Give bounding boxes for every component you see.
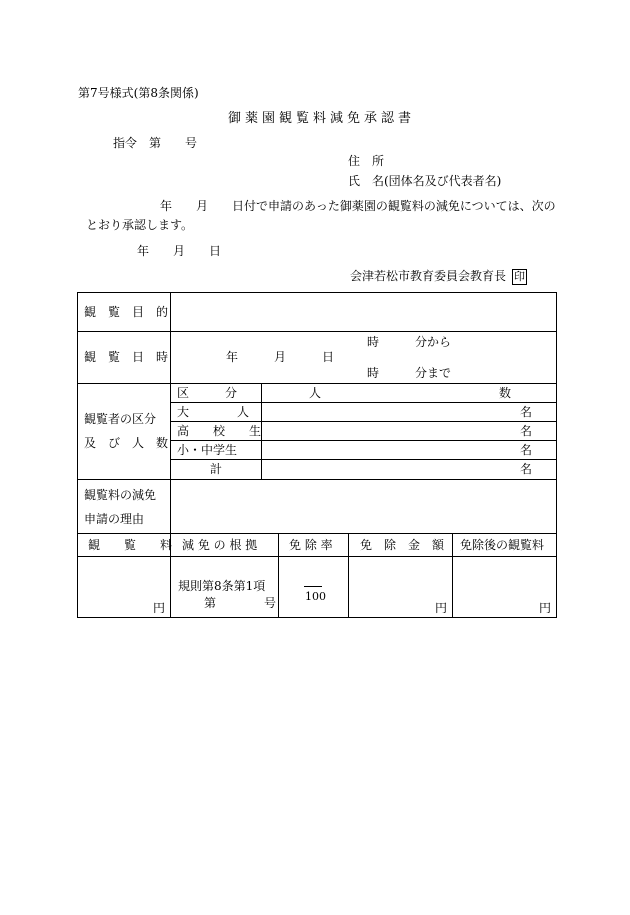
datetime-label: 観 覧 日 時 <box>84 350 169 364</box>
unit-total: 名 <box>520 462 533 476</box>
basis-line-1: 規則第8条第1項 <box>178 579 266 593</box>
basis-line-2: 第 号 <box>204 596 277 610</box>
fee-header-viewing-fee: 観 覧 料 <box>88 538 173 552</box>
time-to: 時 分まで <box>367 366 452 380</box>
address-label: 住 所 <box>348 154 385 168</box>
approval-date: 年 月 日 <box>137 244 222 258</box>
unit-elementary-middle: 名 <box>520 443 533 457</box>
fee-unit-exempt: 円 <box>435 601 448 615</box>
category-elementary-middle: 小・中学生 <box>177 443 238 457</box>
category-high-school: 高 校 生 <box>177 424 262 438</box>
category-total: 計 <box>210 462 223 476</box>
fee-unit-viewing: 円 <box>153 601 166 615</box>
fee-header-after-fee: 免除後の観覧料 <box>460 538 545 552</box>
directive-number: 指令 第 号 <box>113 136 198 150</box>
body-line-2: とおり承認します。 <box>86 218 194 232</box>
issuer <box>350 269 527 285</box>
issuer-name: 会津若松市教育委員会教育長 <box>350 269 507 283</box>
count-header-1: 人 <box>309 386 322 400</box>
body-line-1: 年 月 日付で申請のあった御薬園の観覧料の減免については、次の <box>160 199 556 213</box>
category-adult: 大 人 <box>177 405 250 419</box>
form-number: 第7号様式(第8条関係) <box>78 86 199 100</box>
reason-label-1: 観覧料の減免 <box>84 488 157 502</box>
count-header-2: 数 <box>499 386 512 400</box>
reason-label-2: 申請の理由 <box>84 512 145 526</box>
fee-header-basis: 減 免 の 根 拠 <box>182 538 258 552</box>
rate-denominator: 100 <box>305 590 326 603</box>
document-title: 御薬園観覧料減免承認書 <box>228 111 416 126</box>
category-header: 区 分 <box>177 386 238 400</box>
visitor-label-1: 観覧者の区分 <box>84 412 157 426</box>
purpose-label: 観 覧 目 的 <box>84 305 169 319</box>
datetime-ymd: 年 月 日 <box>226 350 335 364</box>
fee-unit-after: 円 <box>539 601 552 615</box>
fee-header-rate: 免 除 率 <box>289 538 333 552</box>
unit-adult: 名 <box>520 405 533 419</box>
seal-mark: 印 <box>514 270 526 283</box>
visitor-label-2: 及 び 人 数 <box>84 436 169 450</box>
rate-fraction-bar <box>304 586 322 587</box>
unit-high-school: 名 <box>520 424 533 438</box>
fee-header-exempt-amount: 免 除 金 額 <box>360 538 445 552</box>
name-label: 氏 名(団体名及び代表者名) <box>348 174 502 188</box>
time-from: 時 分から <box>367 335 452 349</box>
